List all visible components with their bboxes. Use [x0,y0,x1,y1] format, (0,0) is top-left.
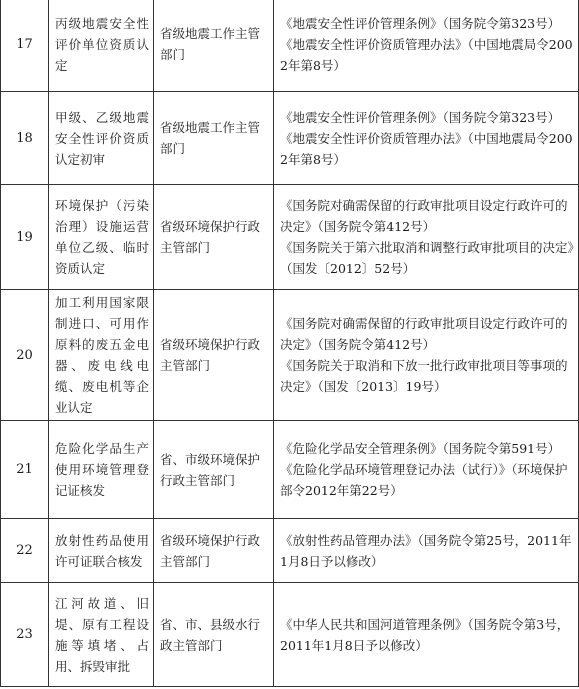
row-number: 22 [1,519,49,583]
row-number: 18 [1,92,49,185]
legal-basis-entry: 《国务院关于取消和下放一批行政审批项目等事项的决定》（国发〔2013〕19号） [280,358,568,394]
approval-item: 丙级地震安全性评价单位资质认定 [49,0,154,92]
table-row [1,583,579,687]
responsible-department: 省级地震工作主管部门 [154,0,274,92]
row-number: 17 [1,0,49,92]
legal-basis-entry: 《地震安全性评价资质管理办法》（中国地震局令2002年第8号） [280,36,573,73]
legal-basis [274,0,579,92]
responsible-department: 省级环境保护行政主管部门 [154,290,274,421]
approval-item: 危险化学品生产使用环境管理登记证核发 [49,421,154,519]
legal-basis [274,92,579,185]
responsible-department: 省、市、县级水行政主管部门 [154,583,274,687]
legal-basis-entry: 《地震安全性评价管理条例》（国务院令第323号） [280,15,561,31]
responsible-department: 省级环境保护行政主管部门 [154,519,274,583]
approval-item: 江河故道、旧堤、原有工程设施等填堵、占用、拆毁审批 [49,583,154,687]
row-number: 19 [1,185,49,290]
legal-basis [274,290,579,421]
legal-basis-entry: 《地震安全性评价资质管理办法》（中国地震局令2002年第8号） [280,130,573,167]
approval-item: 加工利用国家限制进口、可用作原料的废五金电器、废电线电缆、废电机等企业认定 [49,290,154,421]
responsible-department: 省级环境保护行政主管部门 [154,185,274,290]
legal-basis [274,519,579,583]
table-row [1,92,579,185]
legal-basis-entry: 《国务院对确需保留的行政审批项目设定行政许可的决定》（国务院令第412号） [280,316,568,352]
legal-basis-entry: 《国务院关于第六批取消和调整行政审批项目的决定》（国发〔2012〕52号） [280,240,574,276]
legal-basis [274,421,579,519]
legal-basis-entry: 《地震安全性评价管理条例》（国务院令第323号） [280,109,561,125]
responsible-department: 省、市级环境保护行政主管部门 [154,421,274,519]
legal-basis-entry: 《国务院对确需保留的行政审批项目设定行政许可的决定》（国务院令第412号） [280,198,568,234]
legal-basis [274,583,579,687]
row-number: 23 [1,583,49,687]
table-row [1,185,579,290]
table-row [1,519,579,583]
row-number: 20 [1,290,49,421]
row-number: 21 [1,421,49,519]
legal-basis [274,185,579,290]
approval-item: 甲级、乙级地震安全性评价资质认定初审 [49,92,154,185]
table-row [1,421,579,519]
table-row [1,290,579,421]
approval-item: 环境保护（污染治理）设施运营单位乙级、临时资质认定 [49,185,154,290]
approval-item: 放射性药品使用许可证联合核发 [49,519,154,583]
legal-basis-entry: 《放射性药品管理办法》（国务院令第25号，2011年1月8日予以修改） [280,532,572,569]
table-body [1,0,579,687]
legal-basis-entry: 《危险化学品环境管理登记办法（试行）》（环境保护部令2012年第22号） [280,462,568,498]
table-row [1,0,579,92]
responsible-department: 省级地震工作主管部门 [154,92,274,185]
legal-basis-entry: 《中华人民共和国河道管理条例》（国务院令第3号，2011年1月8日予以修改） [280,616,570,653]
legal-basis-entry: 《危险化学品安全管理条例》（国务院令第591号） [280,441,561,456]
